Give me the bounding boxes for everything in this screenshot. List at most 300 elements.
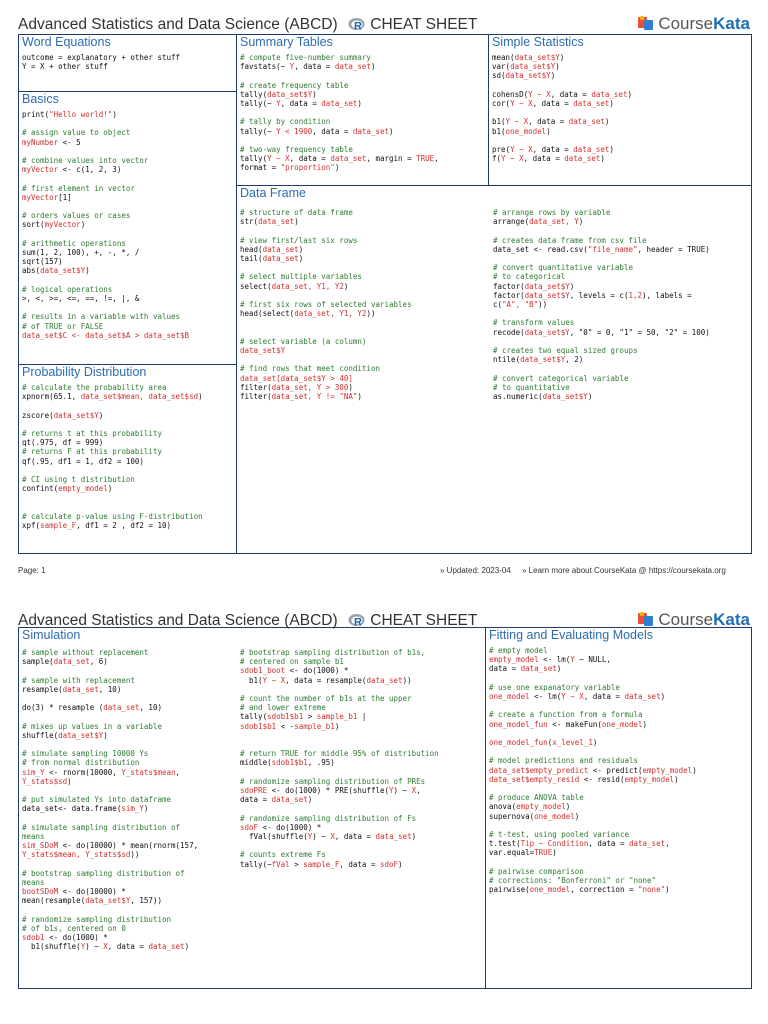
page-title: Advanced Statistics and Data Science (ABCD) R CHEAT SHEET (18, 612, 478, 629)
code-comment: # produce ANOVA table (489, 793, 584, 803)
code-line (240, 731, 439, 740)
section-title: Simulation (22, 628, 81, 642)
code-line (489, 775, 749, 784)
code-text: var.equal= (489, 848, 535, 858)
code-comment: # empty model (489, 646, 548, 655)
code-text: f( (492, 154, 502, 164)
code-line (240, 666, 439, 675)
code-text: print( (22, 110, 50, 119)
code-variable: "proportion" (280, 163, 335, 173)
code-variable: Tip ~ Condition (520, 839, 589, 849)
code-variable: Y ~ X (501, 154, 524, 164)
code-variable: data_set (628, 839, 666, 849)
code-variable: "none" (638, 885, 666, 895)
code-text: ) (312, 89, 317, 99)
code-text: ) (298, 244, 304, 254)
code-text: , .95) (307, 758, 335, 768)
code-comment: # count the number of b1s at the upper (240, 694, 412, 703)
code-variable: sample_F (40, 520, 77, 530)
code-text: qf(.95, df1 = 1, df2 = 100) (22, 456, 144, 466)
code-text: sort( (22, 220, 45, 230)
code-text: , data = (550, 89, 592, 99)
code-line (22, 786, 198, 795)
code-line (489, 729, 749, 738)
code-text: , data = (312, 126, 353, 136)
code-variable: bootSDoM (22, 887, 59, 897)
code-variable: data_set (568, 117, 605, 127)
code-variable: Y_stats$mean (121, 767, 176, 777)
section-title: Basics (22, 92, 59, 106)
code-text: tally( (240, 154, 268, 164)
code-variable: data_set (591, 89, 628, 99)
code-variable: "file_name" (587, 244, 638, 254)
code-comment: # tally by condition (240, 117, 331, 127)
code-text: <- lm( (538, 655, 571, 665)
code-variable: one_model_fun (489, 719, 548, 729)
code-variable: sdoF (240, 822, 259, 832)
code-comment: # first element in vector (22, 183, 135, 193)
code-comment: # convert categorical variable (493, 373, 629, 383)
code-text: outcome = explanatory + other stuff (22, 53, 181, 62)
code-text: c( (493, 300, 503, 309)
code-line (240, 832, 439, 841)
code-variable: myVector (22, 192, 59, 202)
code-comment: # to categorical (493, 272, 566, 282)
code-text: , "0" = 0, "1" = 50, "2" = 100) (569, 327, 710, 337)
code-line (489, 858, 749, 867)
code-line (240, 676, 439, 685)
code-text: ) (587, 391, 593, 401)
code-variable: Y (289, 62, 295, 72)
code-text: abs( (22, 266, 41, 276)
code-variable: data_set$empty_predict (489, 765, 589, 775)
code-variable: "A", "B" (502, 300, 539, 309)
code-text: , data = (588, 839, 629, 849)
code-text: shuffle( (22, 730, 59, 740)
code-text: ) (592, 737, 598, 747)
code-variable: data_set$Y (542, 391, 588, 401)
code-text: , data = resample( (285, 675, 367, 685)
code-line (489, 710, 749, 719)
code-text: t.test( (489, 839, 521, 849)
code-variable: one_model (534, 811, 575, 821)
code-text: ) (642, 719, 648, 729)
code-text: head(select( (240, 309, 295, 319)
code-variable: data_set$Y (53, 410, 99, 420)
code-text: , 10) (139, 703, 162, 713)
code-text: , (416, 785, 421, 795)
code-text: filter( (240, 391, 272, 401)
code-line (22, 924, 198, 933)
code-variable: Y ~ X (510, 99, 533, 108)
code-text: ) (411, 831, 417, 841)
code-comment: # simulate sampling 10000 Ys (22, 749, 149, 759)
code-variable: data_set (271, 795, 308, 805)
updated-date: » Updated: 2023-04 (440, 566, 511, 575)
code-text: , (665, 839, 670, 849)
code-line (22, 814, 198, 823)
code-text: ) (665, 885, 670, 895)
code-text: data_set <- read.csv( (493, 244, 588, 254)
code-comment: # structure of data frame (240, 208, 353, 217)
coursekata-logo-icon (637, 610, 655, 628)
code-line (240, 722, 439, 731)
code-variable: data_set (53, 657, 90, 667)
code-variable: empty_model (516, 802, 566, 812)
code-text: ) (692, 765, 697, 775)
code-text: )) (130, 850, 140, 860)
code-line (489, 646, 749, 655)
code-variable: Y ~ X (505, 117, 529, 127)
code-comment: # combine values into vector (22, 155, 149, 165)
code-text: ) (107, 484, 113, 494)
code-comment: # model predictions and residuals (489, 756, 639, 766)
code-text: xpnorm(65.1, (22, 392, 81, 402)
code-comment: # two-way frequency table (240, 144, 353, 154)
code-line (489, 830, 749, 839)
code-text: <- do(10000) * mean(rnorm(157, (58, 841, 199, 851)
code-text: , correction = (570, 885, 639, 895)
code-text: ( (547, 737, 553, 747)
code-comment: # sample with replacement (22, 675, 135, 685)
code-text: <- lm( (529, 692, 562, 701)
code-text: data_set<- data.frame( (22, 804, 122, 814)
code-comment: # CI using t distribution (22, 474, 135, 484)
code-line (22, 657, 198, 666)
code-variable: empty_model (489, 655, 539, 665)
code-variable: one_model (601, 719, 643, 729)
code-text: ) (343, 281, 349, 291)
code-line (489, 793, 749, 802)
code-variable: data_set (375, 831, 412, 841)
svg-text:R: R (353, 616, 362, 627)
section-title: Word Equations (22, 35, 111, 49)
code-text: ) (348, 382, 353, 392)
code-line (22, 878, 198, 887)
code-text: ), labels = (642, 290, 692, 300)
code-text: ) (67, 776, 72, 786)
code-line (22, 666, 198, 675)
code-variable: Y (276, 99, 281, 108)
code-variable: data_set (573, 99, 610, 108)
code-line (22, 841, 198, 850)
code-variable: data_set$Y (520, 355, 566, 365)
code-text: select( (240, 281, 272, 291)
code-comment: # pairwise comparison (489, 866, 584, 876)
code-text: ) (552, 848, 557, 858)
code-text: , levels = c( (569, 290, 629, 300)
code-text: sample( (22, 657, 54, 667)
code-text: [1] (58, 192, 72, 202)
code-text: ) (609, 99, 614, 108)
section-title: Probability Distribution (22, 365, 147, 379)
code-text: tally(~ (240, 99, 277, 108)
code-text: mean(resample( (22, 896, 86, 906)
code-variable: one_model (505, 126, 547, 136)
code-text: tally( (240, 89, 268, 99)
code-variable: data_set$mean, data_set$sd (80, 392, 199, 402)
code-text: zscore( (22, 410, 54, 420)
code-text: ntile( (493, 355, 521, 365)
code-comment: # bootstrap sampling distribution of b1s, (240, 648, 426, 657)
code-variable: data_set (258, 217, 295, 227)
code-comment: # orders values or cases (22, 211, 131, 221)
code-comment: # counts extreme Fs (240, 850, 326, 860)
code-text: <- 5 (58, 137, 81, 147)
code-variable: data_set$Y (524, 281, 570, 291)
code-line (240, 786, 439, 795)
code-variable: data_set$Y (510, 62, 556, 72)
code-text: <- do(1000) * (258, 822, 322, 832)
code-comment: # to quantitative (493, 382, 570, 392)
code-text: | (357, 712, 367, 722)
code-text: cor( (492, 99, 511, 108)
code-text: ) ~ (85, 942, 104, 952)
code-variable: Y_stats$sd (22, 776, 68, 786)
code-variable: myVector (44, 220, 81, 230)
code-line (489, 664, 749, 673)
code-text: , margin = (366, 154, 417, 164)
code-line (489, 747, 749, 756)
code-line (240, 768, 439, 777)
code-text: data = (240, 795, 272, 805)
code-variable: data_set, Y1, Y2 (271, 281, 344, 291)
code-text: , data = (107, 942, 149, 952)
code-text: anova( (489, 802, 517, 812)
code-line (240, 694, 439, 703)
code-comment: # of TRUE or FALSE (22, 321, 104, 331)
code-text: )) (366, 309, 376, 319)
code-variable: sdob1$b1 (240, 721, 277, 731)
code-line (489, 683, 749, 692)
code-variable: empty_model (642, 765, 693, 775)
code-text: , df1 = 2 , df2 = 10) (76, 520, 172, 530)
simulation-section (19, 628, 484, 987)
code-variable: sample_F (303, 859, 340, 869)
code-line (489, 756, 749, 765)
code-text: , data = (294, 62, 335, 72)
section-title: Fitting and Evaluating Models (489, 628, 653, 642)
code-text: favstats(~ (240, 62, 290, 72)
code-text: do(3) * resample ( (22, 703, 104, 713)
code-variable: Y ~ X (262, 675, 286, 685)
code-text: ~ NULL, (574, 655, 611, 665)
code-variable: sample_b1 (316, 712, 358, 722)
code-line (22, 685, 198, 694)
code-comment: # find rows that meet condition (240, 364, 380, 374)
code-text: ) (674, 774, 679, 784)
code-text: ) (550, 71, 556, 81)
code-line (22, 694, 198, 703)
code-comment: # from normal distribution (22, 758, 140, 768)
code-line (489, 701, 749, 710)
code-line (240, 740, 439, 749)
code-text: ) (98, 410, 104, 420)
code-line (22, 896, 198, 905)
code-line (489, 821, 749, 830)
code-text: pre( (492, 144, 511, 154)
section-title: Data Frame (240, 186, 306, 200)
code-text: cohensD( (492, 89, 529, 99)
code-text: pairwise( (489, 885, 530, 895)
code-variable: data_set$Y (58, 730, 104, 740)
code-line (22, 887, 198, 896)
code-line (22, 740, 198, 749)
code-variable: one_model (489, 692, 530, 701)
code-text: , data = (532, 99, 574, 108)
code-text: ) (574, 811, 580, 821)
code-variable: data_set (352, 126, 390, 136)
code-line (22, 722, 198, 731)
code-variable: data_set (262, 254, 299, 263)
code-line (489, 848, 749, 857)
code-text: , 2) (565, 355, 584, 365)
code-variable: data_set (321, 99, 358, 108)
code-line (240, 657, 439, 666)
code-line (22, 768, 198, 777)
code-text: qt(.975, df = 999) (22, 438, 104, 448)
code-line (240, 712, 439, 721)
code-comment: # select multiple variables (240, 272, 362, 282)
code-variable: sdob1$b1 (267, 712, 304, 722)
code-comment: # randomize sampling distribution of Fs (240, 813, 417, 823)
code-variable: data_set (334, 62, 371, 72)
code-text: format = (240, 163, 281, 173)
code-text: ) (334, 163, 340, 173)
code-comment: # and lower extreme (240, 703, 326, 713)
code-variable: X (411, 785, 417, 795)
code-comment: # convert quantitative variable (493, 263, 633, 273)
code-text: ) ~ (312, 831, 331, 841)
code-line (240, 795, 439, 804)
code-line (22, 869, 198, 878)
code-comment: # centered on sample b1 (240, 657, 344, 667)
code-line (22, 942, 198, 951)
code-variable: Y ~ X (561, 692, 584, 701)
code-text: supernova( (489, 811, 535, 821)
code-line (240, 814, 439, 823)
code-text: , data = (289, 154, 331, 164)
code-text: ) ~ (393, 785, 412, 795)
code-variable: data_set$Y (514, 53, 560, 62)
code-variable: data_set, Y != "NA" (271, 391, 358, 401)
section-title: Simple Statistics (492, 35, 584, 49)
code-line (489, 802, 749, 811)
code-line (22, 804, 198, 813)
svg-text:R: R (353, 20, 362, 31)
code-variable: data_set$Y (40, 266, 86, 276)
code-comment: # compute five-number summary (240, 53, 371, 62)
code-line (240, 777, 439, 786)
code-variable: "Hello world!" (49, 110, 113, 119)
code-line (489, 692, 749, 701)
code-text: ) (660, 692, 666, 701)
code-text: ) (184, 942, 190, 952)
code-text: b1( (240, 675, 263, 685)
code-line (489, 720, 749, 729)
code-text: sd( (492, 71, 506, 81)
code-variable: empty_model (624, 774, 675, 784)
code-comment: # put simulated Ys into dataframe (22, 795, 172, 805)
code-text: tail( (240, 254, 263, 263)
code-line (22, 712, 198, 721)
section-title: Summary Tables (240, 35, 333, 49)
code-text: )) (538, 300, 548, 309)
code-comment: # sample without replacement (22, 648, 149, 657)
learn-more-link[interactable]: » Learn more about CourseKata @ https://coursekata.org (522, 566, 726, 575)
code-text: ) (546, 126, 551, 136)
code-variable: data_set (330, 154, 367, 164)
code-line (240, 648, 439, 657)
code-text: ) (334, 721, 340, 731)
code-comment: # logical operations (22, 284, 113, 294)
code-text: > (303, 712, 317, 722)
code-text: ) (565, 802, 571, 812)
code-comment: # simulate sampling distribution of (22, 822, 181, 832)
code-comment: # arithmetic operations (22, 238, 126, 248)
code-text: ) (389, 126, 394, 136)
code-text: factor( (493, 290, 525, 300)
code-variable: data_set (573, 144, 610, 154)
code-text: tally(~ (240, 126, 277, 136)
coursekata-logo: CourseKata (637, 14, 750, 34)
code-text: <- do(1000) * (44, 933, 108, 943)
code-line (22, 832, 198, 841)
code-variable: data_set, Y (529, 217, 579, 227)
code-comment: # of b1s, centered on 0 (22, 923, 126, 933)
code-text: ) (307, 795, 313, 805)
code-text: ) (609, 144, 614, 154)
code-line (489, 839, 749, 848)
code-text: , data = (280, 99, 322, 108)
code-variable: Y ~ X (267, 154, 290, 164)
code-text: , 10) (98, 684, 122, 694)
code-variable: data_set (520, 664, 557, 674)
code-line (22, 731, 198, 740)
code-text: , data = (523, 154, 565, 164)
code-text: filter( (240, 382, 272, 392)
code-text: <- do(1000) * (285, 666, 349, 676)
code-comment: # first six rows of selected variables (240, 299, 412, 309)
code-text: <- do(10000) * (58, 887, 126, 897)
code-text: resample( (22, 684, 63, 694)
code-text: as.numeric( (493, 391, 543, 401)
code-text: , data = (334, 831, 376, 841)
code-variable: sim_Y (22, 767, 45, 777)
code-text: sqrt(157) (22, 257, 63, 267)
code-text: b1( (492, 126, 506, 136)
code-line (22, 676, 198, 685)
code-line (489, 812, 749, 821)
code-line (22, 850, 198, 859)
code-text: Y = X + other stuff (22, 62, 108, 72)
code-line (240, 850, 439, 859)
code-variable: data_set, Y1, Y2 (294, 309, 367, 319)
code-variable: Y (80, 942, 86, 952)
code-line (489, 655, 749, 664)
code-comment: # arrange rows by variable (493, 208, 611, 217)
fitting-evaluating-section (486, 628, 749, 987)
code-variable: 1,2 (628, 290, 643, 300)
code-text: , (175, 767, 181, 777)
code-text: ) (85, 266, 90, 276)
code-variable: Y < 1900 (276, 126, 313, 136)
code-comment: # view first/last six rows (240, 235, 358, 245)
code-comment: # calculate the probability area (22, 383, 167, 392)
code-text: confint( (22, 484, 59, 494)
code-text: , data = (583, 692, 625, 701)
code-comment: # transform values (493, 318, 575, 328)
